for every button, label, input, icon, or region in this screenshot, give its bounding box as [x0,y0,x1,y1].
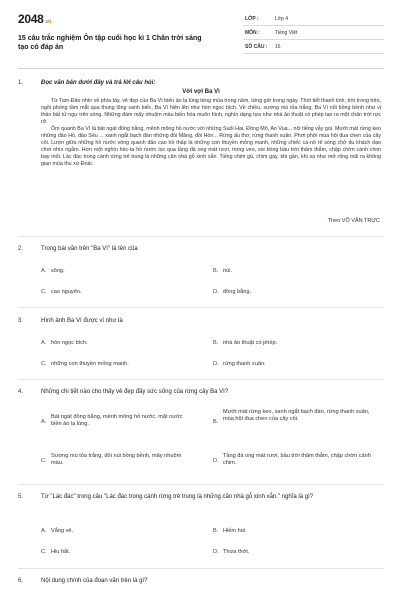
option-letter: D. [213,458,219,464]
page-header [18,12,384,66]
passage-paragraph: Từ Tam Đảo nhìn về phía tây, vẻ đẹp của Ba Vì biến ảo lạ lùng từng mùa trong năm, từng giờ trong ngày. Thời tiết thanh tịnh, trời trong trẻo, ngồi phóng tầm mắt qua thung lũng xanh biếc, Ba Vì hiện lên như hòn ngọc bích. Về chiều, sương mù tỏa trắng, Ba Vì nổi bồng bềnh như vị thần bất tử ngự trên sóng. Những đám mây nhuộm màu biến hóa muôn hình, nghìn dạng tựa như nhà ảo thuật có phép tạo ra một chân trời rực rỡ. [41,98,381,125]
option-letter: A. [41,268,47,274]
question-text: Từ "Lác đác" trong câu "Lác đác trong cánh rừng trẻ trung là những căn nhà gỗ xinh xắn." nghĩa là gì? [41,494,314,500]
option-text: Sương mù tỏa trắng, đồi núi bồng bềnh, mây nhuộm màu. [51,453,182,467]
option-text: hòn ngọc bích. [51,340,88,346]
question-5 [18,494,384,564]
option-text: Thưa thớt. [223,549,250,555]
option-letter: D. [213,289,219,295]
question-number: 3. [18,318,24,324]
header-divider [18,68,384,69]
option-letter: C. [41,361,47,367]
option-text: Hiu hắt. [51,549,71,555]
option-letter: C. [41,458,47,464]
meta-label: SỐ CÂU : [245,44,268,50]
option-text: sông. [51,268,65,274]
question-divider [18,236,384,237]
option-text: những con thuyền mỏng manh. [51,361,129,367]
meta-row-question-count [243,40,384,54]
option-text: nhà ảo thuật có phép. [223,340,278,346]
question-divider [18,379,384,380]
option-text: cao nguyên. [51,289,82,295]
option-text: núi. [223,268,233,274]
question-3 [18,318,384,373]
option-letter: A. [41,528,47,534]
meta-value: Tiếng Việt [275,30,298,36]
option-letter: A. [41,340,47,346]
option-text: Mướt mát rừng keo, xanh ngắt bạch đàn, rừng thanh xuân, mùa hội đua chen của cây cối. [223,409,370,423]
passage-author: Theo VÕ VĂN TRỰC [327,218,380,224]
passage-paragraph: Ôm quanh Ba Vì là bát ngát đồng bằng, mênh mông hồ nước với những Suối Hai, Đồng Mô, Ao Vua... nổi tiếng vẫy gọi. Mướt mát rừng keo những đảo Hồ, đảo Sếu ... xanh ngắt bạch đàn những đồi Măng, đồi Hòn... Rừng ấu thơ, rừng thanh xuân. Phơi phới mùa hội đua chen của cây cối. Lượn giữa những hồ nước vòng quanh đảo cao hồ thấp là những con thuyền mỏng manh, những chiếc ca-nô rẽ sóng chở du khách dạo chơi nhìn ngắm. Hơn một nghìn héc-ta hồ nước lọc qua tầng đá ong mát rượi, trong veo, soi bóng bầu trời thăm thẳm, chập chờn cánh chim bay mỏi. Lác đác trong cánh rừng trẻ trung là những căn nhà gỗ xinh xắn. Tiếng chim gù, chim gáy, khi gần, khi xa như mở rộng mãi ra không gian mùa thu xứ Đoài. [41,125,381,167]
meta-row-subject [243,26,384,40]
question-6 [18,578,384,592]
document-title: 15 câu trắc nghiệm Ôn tập cuối học kì 1 Chân trời sáng tạo có đáp án [18,35,202,52]
question-4 [18,389,384,479]
question-divider [18,484,384,485]
question-divider [18,307,384,308]
option-letter: B. [213,340,219,346]
question-number: 6. [18,578,24,584]
option-letter: D. [213,549,219,555]
option-text: đồng bằng. [223,289,251,295]
meta-label: MÔN : [245,30,260,36]
question-text: Hình ảnh Ba Vì được ví như là [41,318,123,324]
meta-value: Lớp 4 [275,16,289,22]
option-text: Vắng vẻ. [51,528,74,534]
question-number: 2. [18,246,24,252]
meta-row-class [243,12,384,26]
option-text: rừng thanh xuân. [223,361,266,367]
site-logo[interactable] [18,12,51,27]
option-letter: B. [213,528,219,534]
question-1 [18,80,384,270]
question-text: Nội dung chính của đoạn văn trên là gì? [41,578,148,584]
question-number: 1. [18,80,24,86]
question-2 [18,246,384,301]
document-meta [243,12,384,54]
question-divider [18,568,384,569]
option-letter: A. [41,419,47,425]
question-number: 4. [18,389,24,395]
option-text: Bát ngát đồng bằng, mênh mông hồ nước, mặt nước biến ảo lạ lùng. [51,414,183,428]
option-letter: C. [41,289,47,295]
meta-label: LỚP : [245,16,259,22]
meta-value: 16 [275,44,281,50]
logo-suffix: .vn [44,19,51,25]
question-number: 5. [18,494,24,500]
reading-passage [41,98,381,168]
question-text: Những chi tiết nào cho thấy vẻ đẹp đầy sức sống của rừng cây Ba Vì? [41,389,229,395]
option-text: Hiếm hoi. [223,528,247,534]
option-letter: D. [213,361,219,367]
logo-text: 2048 [18,12,44,26]
question-prompt: Đọc văn bản dưới đây và trả lời câu hỏi: [41,80,156,86]
passage-title: Vời vợi Ba Vì [182,89,220,95]
option-letter: B. [213,419,219,425]
option-letter: C. [41,549,47,555]
question-text: Trong bài văn trên "Ba Vì" là tên của [41,246,138,252]
option-text: Tầng đá ong mát rượi, bầu trời thăm thẳm, chập chờn cánh chim. [223,453,371,467]
option-letter: B. [213,268,219,274]
